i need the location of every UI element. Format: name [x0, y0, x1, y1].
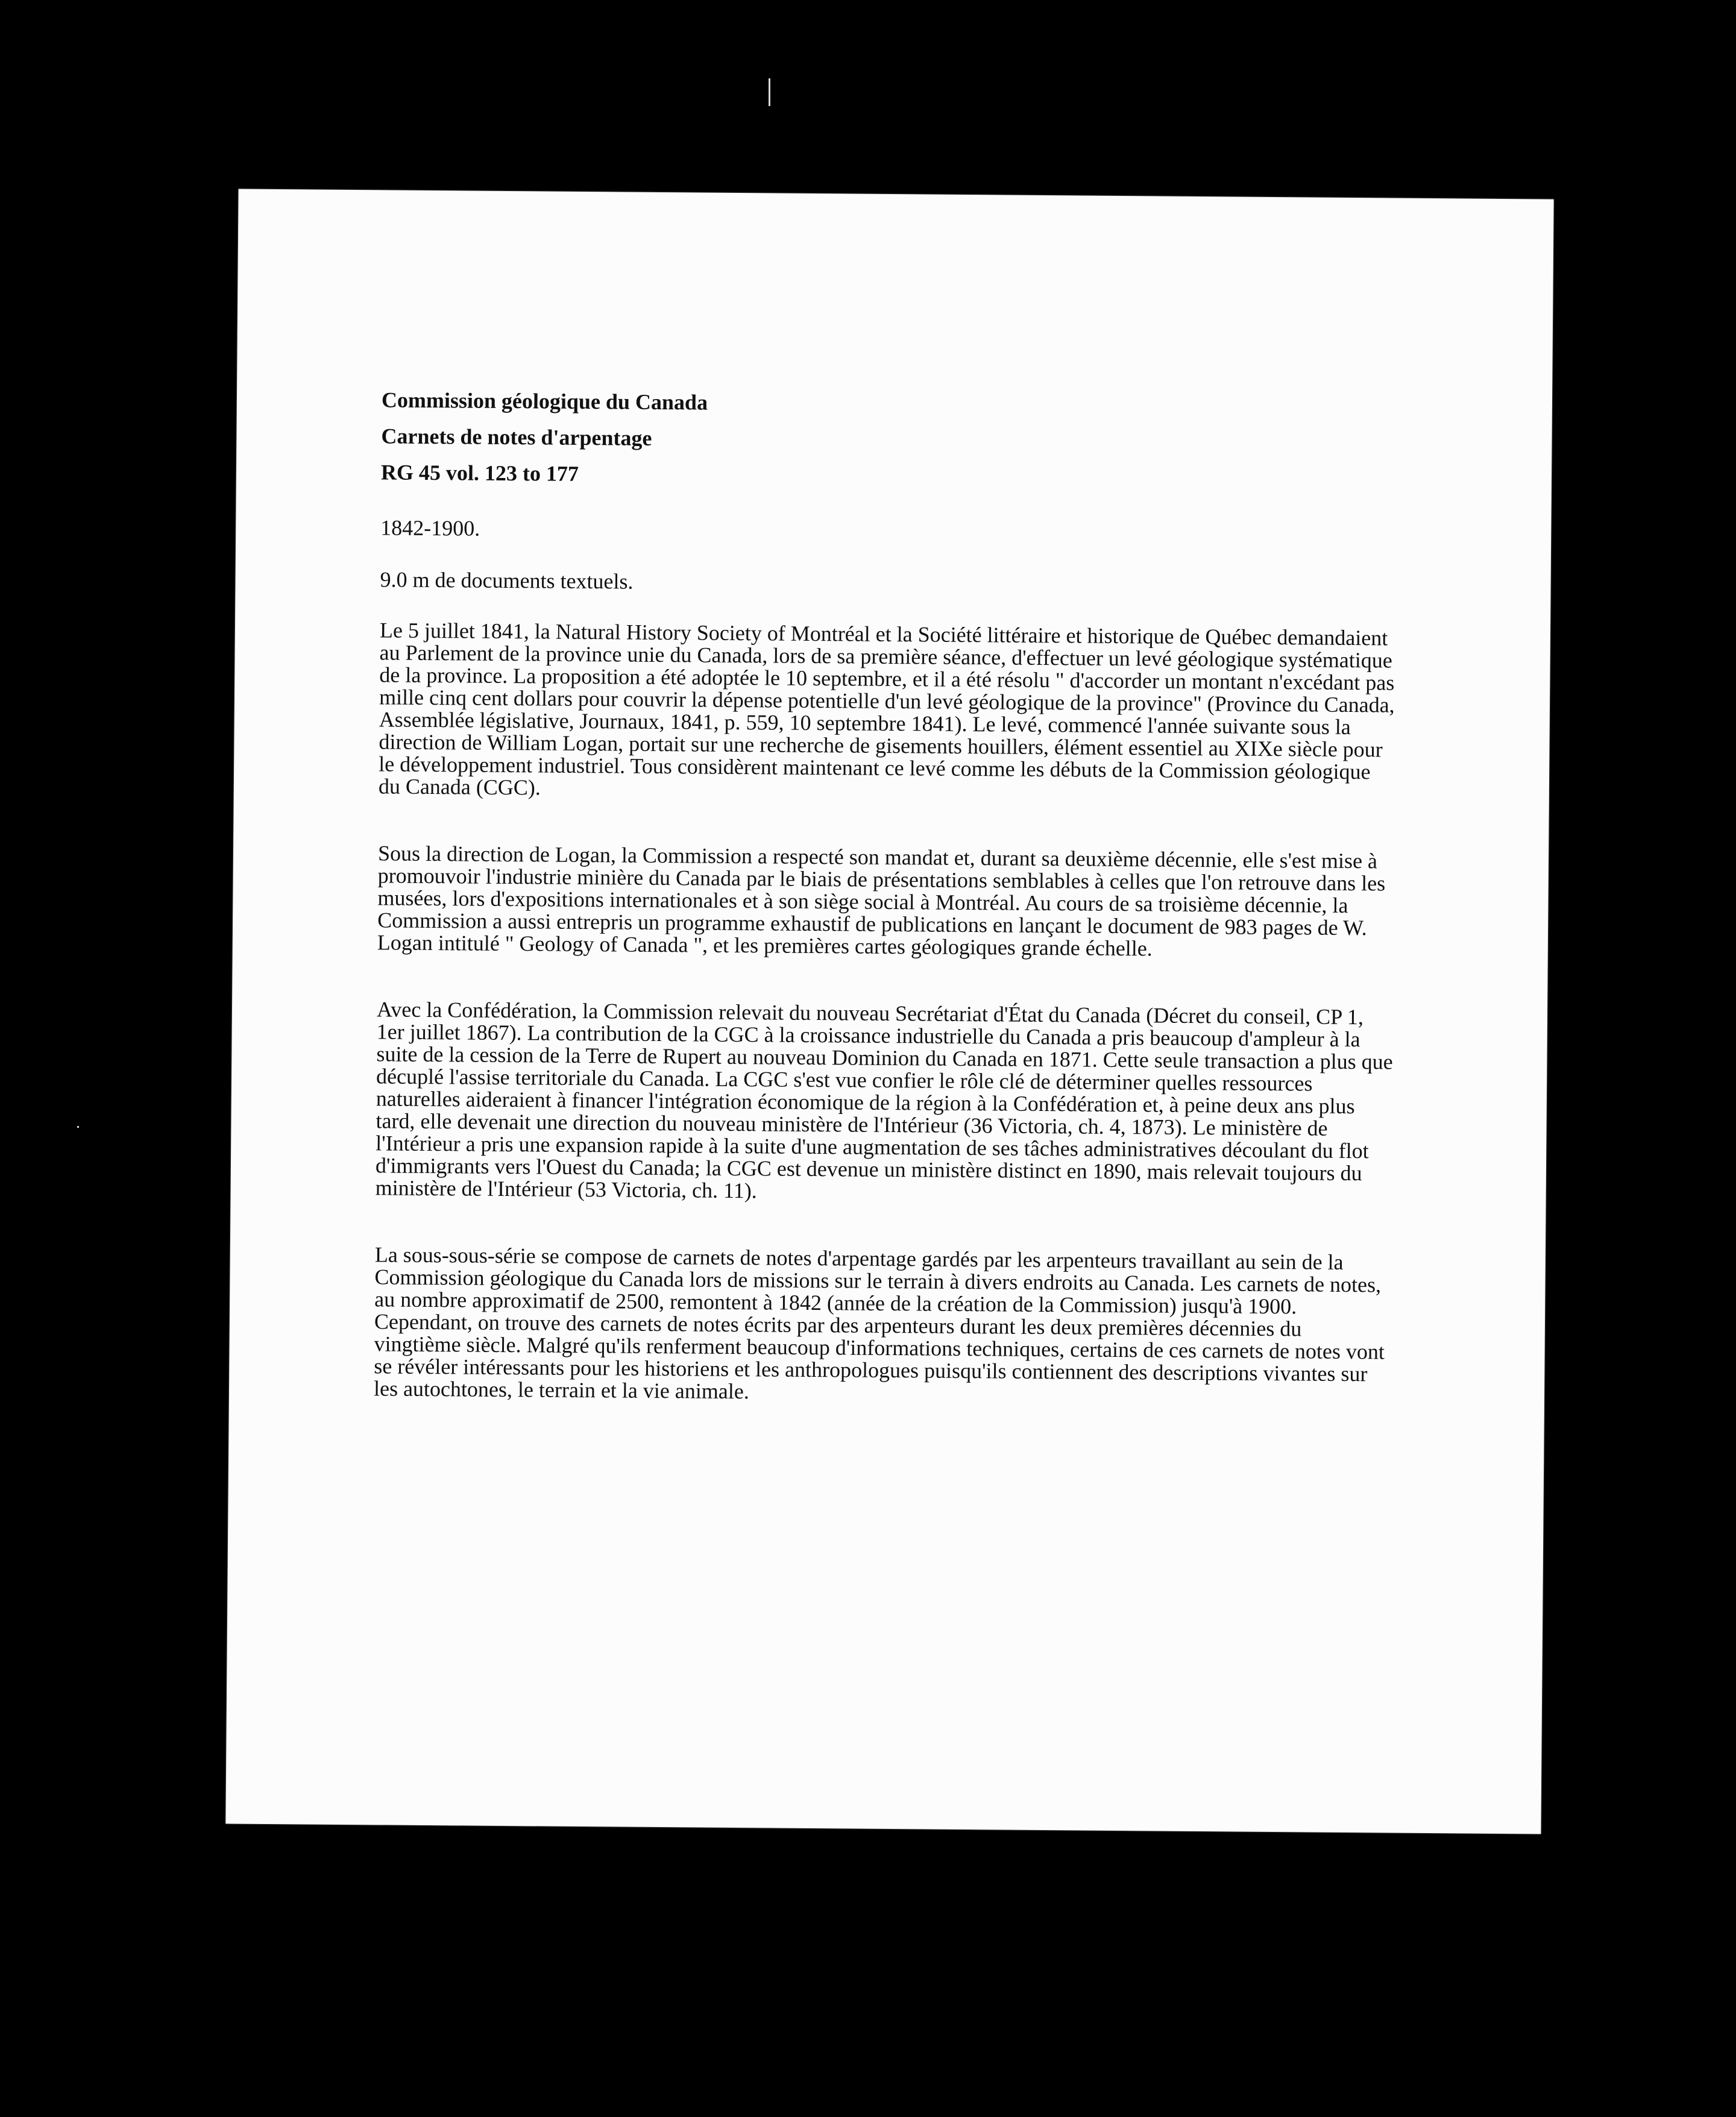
extent: 9.0 m de documents textuels.: [380, 567, 634, 594]
scan-speck-left: [77, 1126, 79, 1128]
paragraph-3: Avec la Confédération, la Commission relevait du nouveau Secrétariat d'État du Canada (Décret du conseil, CP 1, 1er juillet 1867). La contribution de la CGC à la croissance industrielle du Canada a pris beaucoup d'ampleur à la suite de la cession de la Terre de Rupert au nouveau Dominion du Canada en 1871. Cette seule transaction a plus que décuplé l'assise territoriale du Canada. La CGC s'est vue confier le rôle clé de déterminer quelles ressources naturelles aideraient à financer l'intégration économique de la région à la Confédération et, à peine deux ans plus tard, elle devenait une direction du nouveau ministère de l'Intérieur (36 Victoria, ch. 4, 1873). Le ministère de l'Intérieur a pris une expansion rapide à la suite d'une augmentation de ses tâches administratives découlant du flot d'immigrants vers l'Ouest du Canada; la CGC est devenue un ministère distinct en 1890, mais relevait toujours du ministère de l'Intérieur (53 Victoria, ch. 11).: [375, 997, 1393, 1203]
date-range: 1842-1900.: [380, 515, 480, 541]
paragraph-2: Sous la direction de Logan, la Commission a respecté son mandat et, durant sa deuxième décennie, elle s'est mise à promouvoir l'industrie minière du Canada par le biais de présentations semblables à celles que l'on retrouve dans les musées, lors d'expositions internationales et à son siège social à Montréal. Au cours de sa troisième décennie, la Commission a aussi entrepris un programme exhaustif de publications en lançant le document de 983 pages de W. Logan intitulé " Geology of Canada ", et les premières cartes géologiques grande échelle.: [377, 841, 1386, 961]
paragraph-4: La sous-sous-série se compose de carnets de notes d'arpentage gardés par les arpenteurs travaillant au sein de la Commission géologique du Canada lors de missions sur le terrain à divers endroits au Canada. Les carnets de notes, au nombre approximatif de 2500, remontent à 1842 (année de la création de la Commission) jusqu'à 1900. Cependant, on trouve des carnets de notes écrits par des arpenteurs durant les deux premières décennies du vingtième siècle. Malgré qu'ils renferment beaucoup d'informations techniques, certains de ces carnets de notes vont se révéler intéressants pour les historiens et les anthropologues puisqu'ils contiennent des descriptions vivantes sur les autochtones, le terrain et la vie animale.: [373, 1242, 1385, 1404]
document-page: [225, 189, 1553, 1834]
header-reference: RG 45 vol. 123 to 177: [380, 460, 579, 486]
scan-speck-top: [769, 78, 770, 106]
document-content: [374, 382, 1400, 1408]
header-title: Commission géologique du Canada: [381, 388, 708, 415]
paragraph-1: Le 5 juillet 1841, la Natural History Society of Montréal et la Société littéraire et historique de Québec demandaient au Parlement de la province unie du Canada, lors de sa première séance, d'effectuer un levé géologique systématique de la province. La proposition a été adoptée le 10 septembre, et il a été résolu " d'accorder un montant n'excédant pas mille cinq cent dollars pour couvrir la dépense potentielle d'un levé géologique de la province" (Province du Canada, Assemblée législative, Journaux, 1841, p. 559, 10 septembre 1841). Le levé, commencé l'année suivante sous la direction de William Logan, portait sur une recherche de gisements houillers, élément essentiel au XIXe siècle pour le développement industriel. Tous considèrent maintenant ce levé comme les débuts de la Commission géologique du Canada (CGC).: [378, 618, 1395, 800]
header-subtitle: Carnets de notes d'arpentage: [381, 424, 652, 450]
